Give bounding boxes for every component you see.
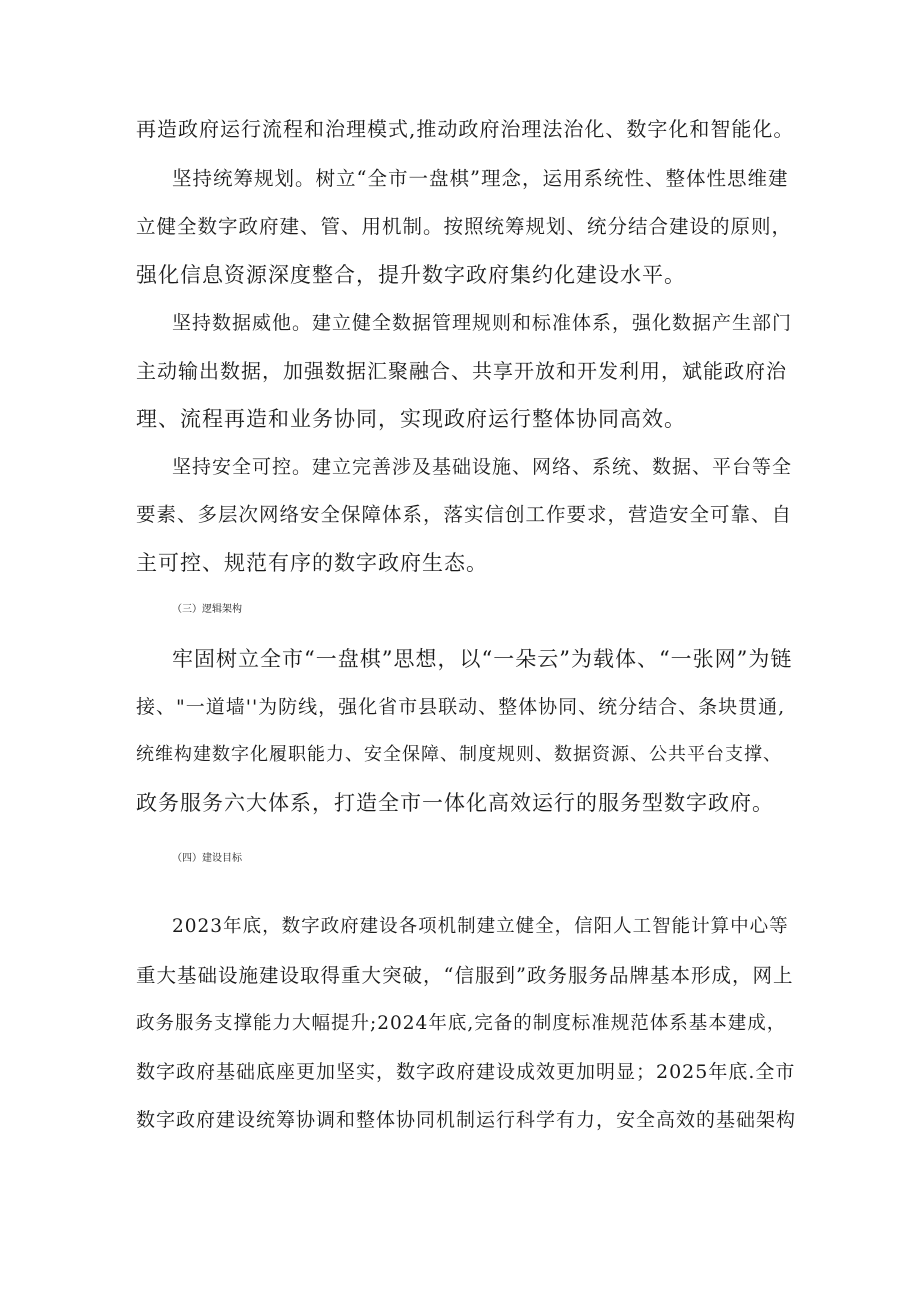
text-line: 统维构建数字化履职能力、安全保障、制度规则、数据资源、公共平台支撑、 — [136, 744, 782, 765]
text-line: 数字政府建设统筹协调和整体协同机制运行科学有力，安全高效的基础架构 — [136, 1109, 797, 1131]
text-line: 主动输出数据，加强数据汇聚融合、共享开放和开发利用，斌能政府治 — [136, 359, 787, 383]
text-line: 数字政府基础底座更加坚实，数字政府建设成效更加明显；2025年底.全市 — [136, 1061, 796, 1083]
text-line: 主可控、规范有序的数字政府生态。 — [136, 551, 488, 575]
text-line: 接、"一道墙''为防线，强化省市县联动、整体协同、统分结合、条块贯通, — [136, 696, 786, 718]
text-line: 坚持安全可控。建立完善涉及基础设施、网络、系统、数据、平台等全 — [172, 456, 793, 478]
text-line: 再造政府运行流程和治理模式,推动政府治理法治化、数字化和智能化。 — [136, 117, 795, 141]
text-line: 要素、多层次网络安全保障体系，落实信创工作要求，营造安全可靠、自 — [136, 503, 793, 526]
text-line: 理、流程再造和业务协同，实现政府运行整体协同高效。 — [136, 407, 686, 431]
text-line: 2023年底，数字政府建设各项机制建立健全，信阳人工智能计算中心等 — [172, 916, 789, 937]
text-line: 坚持数据威他。建立健全数据管理规则和标准体系，强化数据产生部门 — [172, 312, 793, 334]
text-line: 重大基础设施建设取得重大突破，“信服到”政务服务品牌基本形成，网上 — [136, 964, 794, 987]
text-line: 立健全数字政府建、管、用机制。按照统筹规划、统分结合建设的原则， — [136, 215, 793, 238]
text-line: 政务服务六大体系，打造全市一体化高效运行的服务型数字政府。 — [136, 791, 774, 815]
text-line: 牢固树立全市“一盘棋”思想，以“一朵云”为载体、“一张网”为链 — [172, 647, 793, 671]
text-line: 政务服务支撑能力大幅提升;2024年底,完备的制度标准规范体系基本建成， — [136, 1013, 787, 1034]
text-line: 强化信息资源深度整合，提升数字政府集约化建设水平。 — [136, 263, 686, 287]
text-line: 坚持统筹规划。树立“全市一盘棋”理念，运用系统性、整体性思维建 — [172, 167, 789, 190]
section-heading: （三）逻辑架构 — [172, 604, 242, 615]
section-heading: （四）建设目标 — [172, 853, 242, 864]
